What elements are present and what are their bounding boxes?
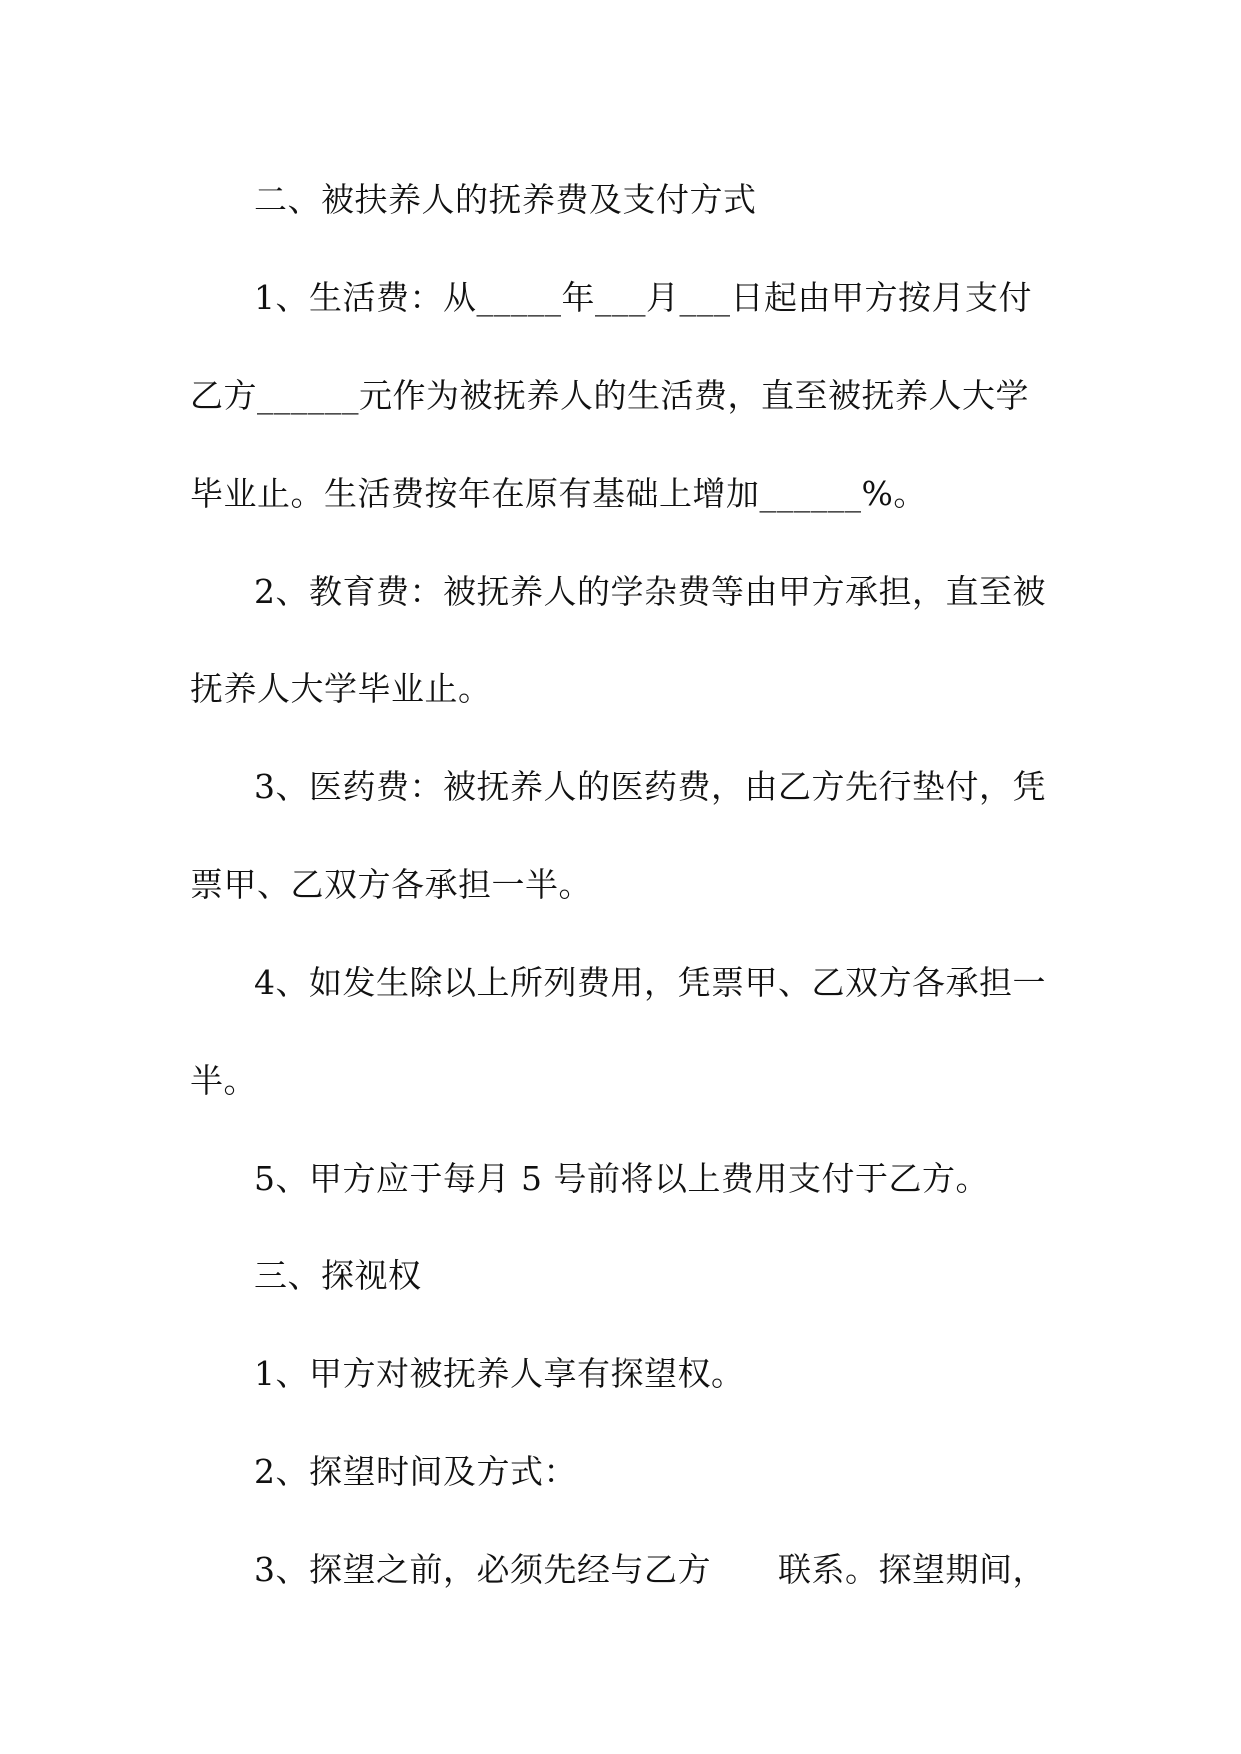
paragraph-medical-line-2: 票甲、乙双方各承担一半。 — [190, 865, 592, 904]
paragraph-visitation-contact: 3、探望之前，必须先经与乙方 联系。探望期间， — [254, 1550, 1046, 1589]
paragraph-other-costs-line-1: 4、如发生除以上所列费用，凭票甲、乙双方各承担一 — [254, 963, 1046, 1002]
paragraph-visitation-time: 2、探望时间及方式： — [254, 1452, 577, 1491]
paragraph-living-expenses-line-2: 乙方______元作为被抚养人的生活费，直至被抚养人大学 — [190, 376, 1029, 415]
paragraph-living-expenses-line-1: 1、生活费：从_____年___月___日起由甲方按月支付 — [254, 278, 1032, 317]
section-heading-support-fees: 二、被扶养人的抚养费及支付方式 — [254, 180, 757, 219]
paragraph-education-line-1: 2、教育费：被抚养人的学杂费等由甲方承担，直至被 — [254, 572, 1046, 611]
paragraph-medical-line-1: 3、医药费：被抚养人的医药费，由乙方先行垫付，凭 — [254, 767, 1046, 806]
paragraph-payment-date: 5、甲方应于每月 5 号前将以上费用支付于乙方。 — [254, 1159, 989, 1198]
paragraph-living-expenses-line-3: 毕业止。生活费按年在原有基础上增加______%。 — [190, 474, 927, 513]
paragraph-education-line-2: 抚养人大学毕业止。 — [190, 669, 492, 708]
paragraph-other-costs-line-2: 半。 — [190, 1061, 257, 1100]
section-heading-visitation: 三、探视权 — [254, 1256, 422, 1295]
paragraph-visitation-right: 1、甲方对被抚养人享有探望权。 — [254, 1354, 745, 1393]
